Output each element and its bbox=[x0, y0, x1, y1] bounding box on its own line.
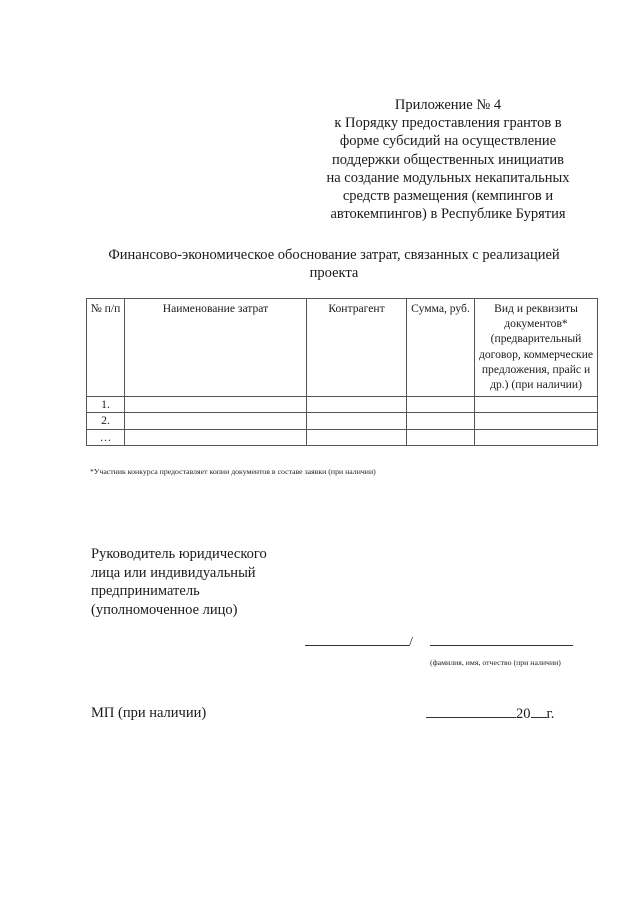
costs-table bbox=[86, 298, 598, 446]
cell-sum[interactable] bbox=[407, 429, 475, 445]
date-day-month-field[interactable] bbox=[426, 705, 516, 718]
date-year-field[interactable] bbox=[531, 705, 547, 718]
table-row bbox=[87, 413, 598, 429]
appendix-line: форме субсидий на осуществление bbox=[339, 133, 557, 150]
document-title bbox=[80, 246, 588, 282]
table-header-row bbox=[87, 299, 598, 397]
appendix-line: автокемпингов) в Республике Бурятия bbox=[330, 206, 566, 223]
appendix-line: к Порядку предоставления грантов в bbox=[334, 115, 562, 132]
header-sum: Сумма, руб. bbox=[407, 299, 475, 397]
date-year-prefix: 20 bbox=[516, 706, 531, 722]
document-title-line2: проекта bbox=[309, 265, 359, 281]
footnote: *Участник конкурса предоставляет копии документов в составе заявки (при наличии) bbox=[90, 467, 376, 476]
appendix-line: на создание модульных некапитальных bbox=[326, 169, 570, 186]
cell-sum[interactable] bbox=[407, 413, 475, 429]
appendix-header bbox=[318, 96, 578, 223]
cell-name[interactable] bbox=[125, 429, 307, 445]
date-suffix: г. bbox=[546, 706, 555, 722]
date-line bbox=[426, 705, 554, 723]
row-num: 2. bbox=[87, 413, 125, 429]
fullname-field[interactable] bbox=[430, 633, 573, 646]
cell-docs[interactable] bbox=[475, 413, 598, 429]
table-row bbox=[87, 429, 598, 445]
cell-name[interactable] bbox=[125, 397, 307, 413]
cell-docs[interactable] bbox=[475, 397, 598, 413]
cell-docs[interactable] bbox=[475, 429, 598, 445]
header-contractor: Контрагент bbox=[307, 299, 407, 397]
stamp-label: МП (при наличии) bbox=[91, 705, 207, 721]
row-num: 1. bbox=[87, 397, 125, 413]
signer-line: предприниматель bbox=[91, 583, 200, 599]
cell-contractor[interactable] bbox=[307, 397, 407, 413]
header-name: Наименование затрат bbox=[125, 299, 307, 397]
signer-line: (уполномоченное лицо) bbox=[91, 601, 238, 618]
appendix-line: средств размещения (кемпингов и bbox=[342, 188, 554, 205]
signer-title bbox=[91, 545, 267, 619]
document-title-line1: Финансово-экономическое обоснование затрат, связанных с реализацией bbox=[108, 247, 560, 263]
signer-line: Руководитель юридического bbox=[91, 546, 267, 562]
header-docs: Вид и реквизиты документов* (предварительный договор, коммерческие предложения, прайс и др.) (при наличии) bbox=[475, 299, 598, 397]
appendix-line: поддержки общественных инициатив bbox=[332, 151, 564, 168]
signature-hint: (фамилия, имя, отчество (при наличии) bbox=[430, 658, 561, 667]
signature-separator: / bbox=[409, 635, 413, 650]
row-num: … bbox=[87, 429, 125, 445]
cell-name[interactable] bbox=[125, 413, 307, 429]
header-num: № п/п bbox=[87, 299, 125, 397]
appendix-line: Приложение № 4 bbox=[394, 97, 502, 113]
cell-contractor[interactable] bbox=[307, 413, 407, 429]
signature-line bbox=[305, 633, 413, 651]
cell-contractor[interactable] bbox=[307, 429, 407, 445]
cell-sum[interactable] bbox=[407, 397, 475, 413]
fullname-line bbox=[430, 633, 573, 651]
table-row bbox=[87, 397, 598, 413]
signer-line: лица или индивидуальный bbox=[91, 564, 256, 581]
signature-field[interactable] bbox=[305, 633, 409, 646]
